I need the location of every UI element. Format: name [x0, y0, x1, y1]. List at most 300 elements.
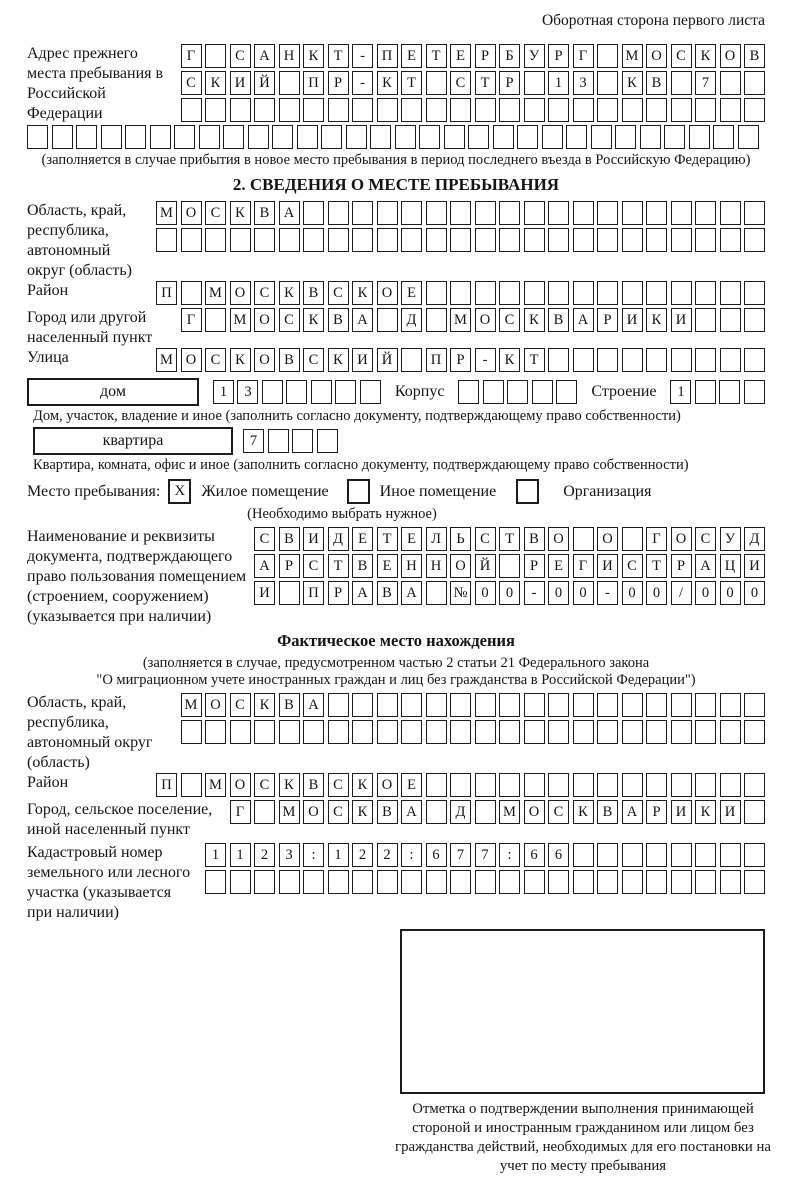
char-cell	[286, 380, 307, 404]
oblast-label: Область, край, республика, автономный округ (область)	[27, 202, 132, 279]
char-cell	[720, 281, 741, 305]
char-cell: Д	[450, 800, 471, 824]
char-cell	[622, 98, 643, 122]
char-cell	[205, 98, 226, 122]
char-cell: С	[254, 527, 275, 551]
char-cell: Ц	[720, 554, 741, 578]
char-cell	[646, 693, 667, 717]
char-cell: В	[646, 71, 667, 95]
char-cell	[499, 870, 520, 894]
char-cell	[622, 228, 643, 252]
char-cell	[303, 870, 324, 894]
char-cell: Т	[475, 71, 496, 95]
char-cell: В	[377, 581, 398, 605]
ulitsa-label: Улица	[27, 349, 69, 366]
char-cell	[695, 201, 716, 225]
char-cell: И	[303, 527, 324, 551]
char-cell	[499, 773, 520, 797]
char-cell: Т	[499, 527, 520, 551]
char-cell: У	[720, 527, 741, 551]
char-cell: А	[573, 308, 594, 332]
char-cell	[695, 228, 716, 252]
char-cell	[426, 773, 447, 797]
char-cell: П	[156, 773, 177, 797]
char-cell: Е	[377, 554, 398, 578]
char-cell	[695, 693, 716, 717]
char-cell	[352, 693, 373, 717]
char-cell	[352, 98, 373, 122]
stay-type-label: Место пребывания:	[27, 482, 161, 500]
char-cell	[352, 720, 373, 744]
char-cell: О	[646, 44, 667, 68]
char-cell	[573, 281, 594, 305]
char-cell	[458, 380, 479, 404]
char-cell: Е	[548, 554, 569, 578]
char-cell: С	[328, 281, 349, 305]
char-cell: М	[205, 281, 226, 305]
char-cell: У	[524, 44, 545, 68]
char-cell	[475, 201, 496, 225]
prev-address-row-3	[181, 98, 766, 122]
prev-address-section	[27, 44, 765, 169]
char-cell	[695, 348, 716, 372]
char-cell	[524, 71, 545, 95]
char-cell: 7	[475, 843, 496, 867]
char-cell: С	[328, 800, 349, 824]
char-cell	[695, 773, 716, 797]
char-cell	[556, 380, 577, 404]
char-cell	[499, 281, 520, 305]
char-cell	[646, 773, 667, 797]
house-note: Дом, участок, владение и иное (заполнить согласно документу, подтверждающему право собственности)	[33, 408, 681, 424]
char-cell: 7	[243, 429, 264, 453]
char-cell: К	[695, 800, 716, 824]
title-document-row-1	[254, 527, 765, 551]
char-cell	[370, 125, 391, 149]
char-cell: И	[352, 348, 373, 372]
char-cell	[205, 870, 226, 894]
char-cell	[671, 98, 692, 122]
char-cell	[426, 281, 447, 305]
char-cell: Н	[401, 554, 422, 578]
char-cell	[352, 870, 373, 894]
char-cell: -	[352, 44, 373, 68]
char-cell	[377, 98, 398, 122]
char-cell: О	[524, 800, 545, 824]
char-cell: А	[401, 800, 422, 824]
char-cell: С	[254, 281, 275, 305]
char-cell	[573, 527, 594, 551]
gorod-label: Город или другой населенный пункт	[27, 309, 153, 346]
kadastr-label: Кадастровый номер земельного или лесного участка (указывается при наличии)	[27, 844, 191, 921]
char-cell	[713, 125, 734, 149]
char-cell	[573, 201, 594, 225]
char-cell	[426, 720, 447, 744]
char-cell: А	[401, 581, 422, 605]
char-cell: 6	[524, 843, 545, 867]
char-cell	[548, 98, 569, 122]
char-cell	[181, 281, 202, 305]
char-cell	[548, 773, 569, 797]
char-cell	[622, 281, 643, 305]
char-cell: -	[352, 71, 373, 95]
char-cell: :	[499, 843, 520, 867]
char-cell	[548, 720, 569, 744]
char-cell	[695, 281, 716, 305]
char-cell: Е	[450, 44, 471, 68]
apartment-type-box: квартира	[33, 427, 233, 455]
char-cell	[279, 581, 300, 605]
char-cell: С	[328, 773, 349, 797]
char-cell	[622, 773, 643, 797]
char-cell	[499, 720, 520, 744]
char-cell	[272, 125, 293, 149]
char-cell	[622, 693, 643, 717]
title-document-label: Наименование и реквизиты документа, подтверждающего право пользования помещением (строением, сооружением) (указывается при наличии)	[27, 528, 247, 625]
char-cell: А	[254, 44, 275, 68]
char-cell: О	[377, 773, 398, 797]
char-cell	[542, 125, 563, 149]
char-cell: О	[720, 44, 741, 68]
char-cell: И	[744, 554, 765, 578]
char-cell	[205, 308, 226, 332]
char-cell	[622, 348, 643, 372]
char-cell	[671, 720, 692, 744]
char-cell: Т	[401, 71, 422, 95]
char-cell: -	[475, 348, 496, 372]
field-kadastr	[27, 843, 765, 923]
char-cell	[401, 720, 422, 744]
char-cell: Р	[646, 800, 667, 824]
char-cell	[76, 125, 97, 149]
char-cell	[328, 720, 349, 744]
char-cell: С	[303, 348, 324, 372]
char-cell	[548, 201, 569, 225]
char-cell: М	[205, 773, 226, 797]
char-cell	[646, 843, 667, 867]
char-cell	[573, 720, 594, 744]
char-cell: 1	[328, 843, 349, 867]
char-cell	[499, 98, 520, 122]
char-cell	[377, 201, 398, 225]
char-cell: К	[303, 44, 324, 68]
char-cell: Й	[377, 348, 398, 372]
char-cell: К	[573, 800, 594, 824]
char-cell: П	[303, 581, 324, 605]
factual-title: Фактическое место нахождения	[277, 631, 515, 650]
char-cell: В	[744, 44, 765, 68]
char-cell	[548, 693, 569, 717]
char-cell	[591, 125, 612, 149]
char-cell: Т	[328, 44, 349, 68]
char-cell	[475, 800, 496, 824]
char-cell	[426, 581, 447, 605]
char-cell: К	[279, 773, 300, 797]
char-cell: М	[622, 44, 643, 68]
char-cell: Р	[524, 554, 545, 578]
char-cell	[450, 693, 471, 717]
char-cell: В	[597, 800, 618, 824]
char-cell: Г	[573, 44, 594, 68]
char-cell: В	[377, 800, 398, 824]
char-cell	[646, 348, 667, 372]
char-cell	[297, 125, 318, 149]
char-cell	[671, 281, 692, 305]
char-cell	[499, 554, 520, 578]
char-cell: О	[230, 773, 251, 797]
char-cell: С	[205, 348, 226, 372]
char-cell: 0	[622, 581, 643, 605]
char-cell	[321, 125, 342, 149]
char-cell: 1	[670, 380, 691, 404]
char-cell	[695, 870, 716, 894]
char-cell: П	[303, 71, 324, 95]
char-cell: 1	[205, 843, 226, 867]
char-cell: В	[352, 554, 373, 578]
option-residential-label: Жилое помещение	[201, 482, 329, 500]
char-cell	[181, 720, 202, 744]
char-cell	[566, 125, 587, 149]
ulitsa-row	[156, 348, 765, 372]
house-number-cells	[213, 380, 381, 404]
char-cell	[548, 228, 569, 252]
char-cell	[475, 773, 496, 797]
char-cell: С	[622, 554, 643, 578]
char-cell	[524, 870, 545, 894]
char-cell: О	[205, 693, 226, 717]
char-cell: В	[548, 308, 569, 332]
stroenie-label: Строение	[591, 383, 657, 400]
char-cell	[744, 98, 765, 122]
char-cell: И	[254, 581, 275, 605]
char-cell: Г	[230, 800, 251, 824]
raion-row	[156, 281, 765, 305]
char-cell: -	[597, 581, 618, 605]
section2-title: 2. СВЕДЕНИЯ О МЕСТЕ ПРЕБЫВАНИЯ	[232, 175, 560, 194]
char-cell	[622, 201, 643, 225]
char-cell: Н	[279, 44, 300, 68]
char-cell: Л	[426, 527, 447, 551]
field-factual-gorod	[27, 800, 765, 840]
char-cell	[597, 843, 618, 867]
char-cell: О	[475, 308, 496, 332]
char-cell	[573, 870, 594, 894]
char-cell: С	[695, 527, 716, 551]
char-cell: Й	[254, 71, 275, 95]
char-cell	[328, 98, 349, 122]
char-cell: К	[230, 201, 251, 225]
apartment-note: Квартира, комната, офис и иное (заполнить согласно документу, подтверждающему право собственности)	[33, 457, 689, 473]
char-cell	[468, 125, 489, 149]
char-cell: С	[205, 201, 226, 225]
char-cell	[573, 693, 594, 717]
char-cell	[532, 380, 553, 404]
char-cell	[205, 44, 226, 68]
factual-raion-label: Район	[27, 774, 69, 791]
char-cell	[292, 429, 313, 453]
char-cell	[230, 720, 251, 744]
char-cell	[377, 228, 398, 252]
factual-raion-row	[156, 773, 765, 797]
char-cell: М	[181, 693, 202, 717]
char-cell	[475, 870, 496, 894]
oblast-row-2	[156, 228, 765, 252]
char-cell	[744, 720, 765, 744]
apartment-cells	[243, 429, 338, 453]
char-cell: С	[303, 554, 324, 578]
char-cell: 6	[548, 843, 569, 867]
char-cell	[646, 720, 667, 744]
char-cell: В	[303, 281, 324, 305]
apartment-row	[33, 427, 765, 455]
char-cell	[597, 228, 618, 252]
char-cell	[524, 201, 545, 225]
char-cell: К	[352, 281, 373, 305]
char-cell	[328, 201, 349, 225]
char-cell	[671, 348, 692, 372]
checkbox-organization	[516, 479, 539, 504]
char-cell: 0	[646, 581, 667, 605]
char-cell	[744, 693, 765, 717]
char-cell: К	[230, 348, 251, 372]
char-cell	[426, 800, 447, 824]
char-cell: А	[352, 581, 373, 605]
char-cell	[230, 98, 251, 122]
char-cell: О	[671, 527, 692, 551]
char-cell	[524, 693, 545, 717]
char-cell: Р	[279, 554, 300, 578]
char-cell	[744, 800, 765, 824]
char-cell	[450, 870, 471, 894]
field-ulitsa	[27, 348, 765, 375]
char-cell	[499, 228, 520, 252]
char-cell: 0	[548, 581, 569, 605]
char-cell	[401, 870, 422, 894]
char-cell	[419, 125, 440, 149]
char-cell: Т	[646, 554, 667, 578]
char-cell	[720, 693, 741, 717]
char-cell	[695, 98, 716, 122]
char-cell: Р	[328, 581, 349, 605]
char-cell: М	[230, 308, 251, 332]
char-cell	[262, 380, 283, 404]
char-cell	[426, 693, 447, 717]
char-cell: Р	[671, 554, 692, 578]
house-row	[27, 378, 765, 406]
char-cell	[205, 228, 226, 252]
char-cell	[720, 773, 741, 797]
char-cell	[328, 693, 349, 717]
char-cell	[640, 125, 661, 149]
char-cell: К	[622, 71, 643, 95]
char-cell: :	[303, 843, 324, 867]
char-cell: Й	[475, 554, 496, 578]
char-cell	[695, 308, 716, 332]
stamp-box	[400, 929, 765, 1094]
char-cell	[573, 843, 594, 867]
char-cell: Т	[524, 348, 545, 372]
char-cell	[720, 720, 741, 744]
char-cell: 3	[279, 843, 300, 867]
char-cell	[230, 870, 251, 894]
char-cell	[744, 773, 765, 797]
char-cell	[303, 720, 324, 744]
char-cell: 1	[230, 843, 251, 867]
char-cell	[352, 201, 373, 225]
char-cell	[401, 201, 422, 225]
char-cell	[499, 201, 520, 225]
char-cell	[744, 380, 765, 404]
char-cell: О	[548, 527, 569, 551]
kadastr-row-1	[205, 843, 765, 867]
char-cell	[524, 720, 545, 744]
char-cell: 0	[744, 581, 765, 605]
char-cell: К	[279, 281, 300, 305]
char-cell: С	[254, 773, 275, 797]
stay-type-note: (Необходимо выбрать нужное)	[247, 506, 437, 522]
char-cell: А	[622, 800, 643, 824]
char-cell: М	[156, 348, 177, 372]
char-cell	[622, 527, 643, 551]
title-document-row-2	[254, 554, 765, 578]
char-cell: К	[303, 308, 324, 332]
char-cell: 3	[573, 71, 594, 95]
char-cell: С	[279, 308, 300, 332]
char-cell	[450, 281, 471, 305]
char-cell	[738, 125, 759, 149]
stay-type-row	[27, 479, 765, 504]
char-cell: А	[254, 554, 275, 578]
char-cell	[720, 201, 741, 225]
char-cell	[671, 228, 692, 252]
char-cell: :	[401, 843, 422, 867]
raion-label: Район	[27, 282, 69, 299]
char-cell	[199, 125, 220, 149]
char-cell: К	[328, 348, 349, 372]
char-cell	[311, 380, 332, 404]
char-cell: -	[524, 581, 545, 605]
char-cell	[248, 125, 269, 149]
char-cell: 7	[695, 71, 716, 95]
char-cell	[230, 228, 251, 252]
field-title-document	[27, 527, 765, 627]
char-cell: П	[156, 281, 177, 305]
char-cell	[573, 348, 594, 372]
char-cell: С	[181, 71, 202, 95]
char-cell	[223, 125, 244, 149]
oblast-row-1	[156, 201, 765, 225]
char-cell	[597, 870, 618, 894]
char-cell: Т	[426, 44, 447, 68]
char-cell	[548, 348, 569, 372]
char-cell	[744, 348, 765, 372]
char-cell	[744, 308, 765, 332]
char-cell: К	[377, 71, 398, 95]
char-cell: №	[450, 581, 471, 605]
char-cell: К	[254, 693, 275, 717]
factual-oblast-row-2	[181, 720, 766, 744]
char-cell: Е	[401, 773, 422, 797]
char-cell: 2	[254, 843, 275, 867]
char-cell	[524, 773, 545, 797]
char-cell: 0	[573, 581, 594, 605]
char-cell: И	[671, 800, 692, 824]
char-cell	[426, 228, 447, 252]
char-cell	[720, 348, 741, 372]
char-cell	[450, 201, 471, 225]
char-cell	[426, 870, 447, 894]
char-cell: С	[548, 800, 569, 824]
